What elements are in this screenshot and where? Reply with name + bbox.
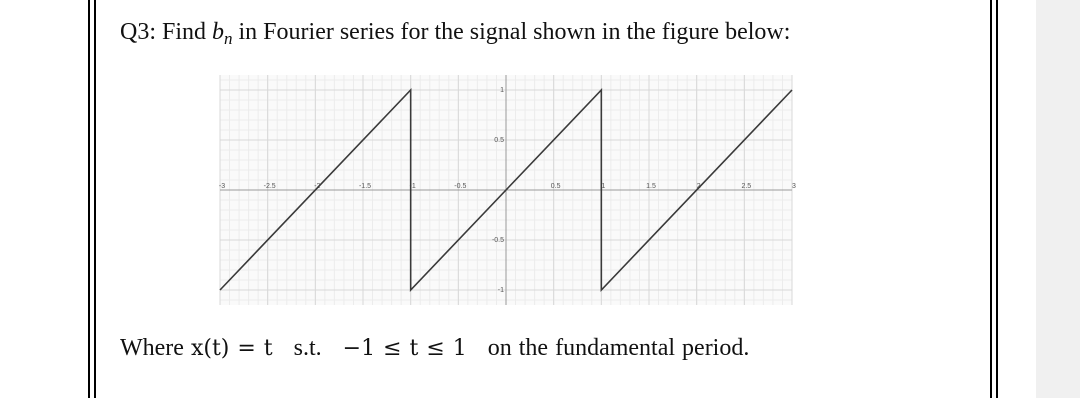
- y-tick-label: -0.5: [491, 237, 504, 244]
- x-tick-label: -1.5: [358, 183, 372, 190]
- x-tick-label: -0.5: [454, 183, 467, 190]
- x-tick-label: 0.5: [550, 183, 561, 190]
- frame-line: [996, 0, 998, 398]
- right-margin: [1036, 0, 1080, 398]
- frame-line: [88, 0, 90, 398]
- x-tick-label: -1: [409, 183, 416, 190]
- x-tick-label: -3: [218, 183, 226, 190]
- such-that: s.t.: [293, 335, 322, 361]
- question-suffix: in Fourier series for the signal shown in the figure below:: [238, 19, 791, 45]
- x-tick-label: 1.5: [646, 183, 656, 190]
- y-tick-label: -1: [497, 287, 504, 294]
- question-text: [120, 19, 790, 49]
- x-tick-label: 2: [696, 183, 701, 190]
- x-tick-label: 3: [792, 183, 796, 190]
- range-expression: −1 ≤ t ≤ 1: [342, 336, 467, 361]
- x-tick-label: 2.5: [741, 183, 752, 190]
- y-tick-label: 1: [500, 87, 504, 94]
- where-word: Where: [120, 335, 184, 361]
- frame-line: [990, 0, 992, 398]
- left-frame-border: [0, 0, 100, 398]
- definition-text: [120, 335, 749, 362]
- y-tick-label: 0.5: [494, 137, 504, 144]
- x-tick-label: -2.5: [263, 183, 276, 190]
- period-text: on the fundamental period.: [487, 335, 750, 361]
- x-tick-label: 1: [601, 183, 606, 190]
- frame-line: [94, 0, 96, 398]
- signal-expression: x(t) = t: [190, 336, 273, 361]
- x-tick-label: -2: [314, 183, 321, 190]
- question-prefix: Q3: Find: [120, 19, 207, 45]
- bn-symbol: $b_n$: [212, 19, 233, 48]
- signal-plot: [218, 75, 796, 305]
